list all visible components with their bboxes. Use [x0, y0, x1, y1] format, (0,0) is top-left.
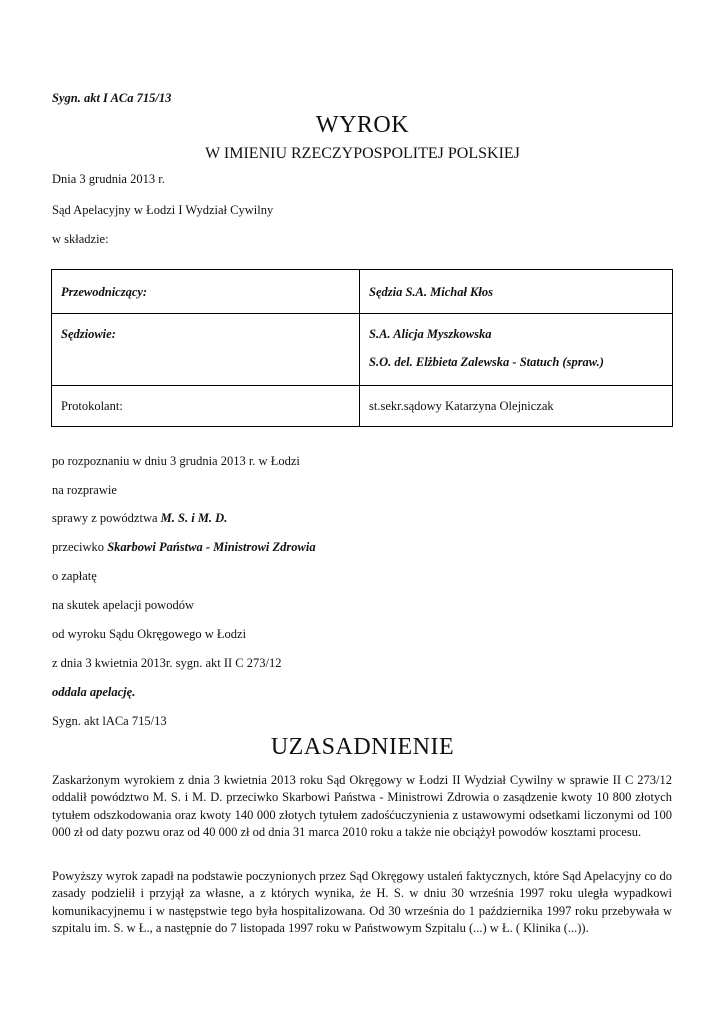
appeal-line: na skutek apelacji powodów	[52, 598, 194, 612]
document-title: WYROK	[315, 112, 410, 138]
considered-line: po rozpoznaniu w dniu 3 grudnia 2013 r. w Łodzi	[52, 454, 300, 468]
defendant-line	[52, 540, 316, 555]
clerk-label: Protokolant:	[61, 399, 123, 413]
plaintiffs-line	[52, 511, 227, 526]
table-divider	[52, 385, 672, 386]
judgment-date: Dnia 3 grudnia 2013 r.	[52, 172, 165, 186]
subject-line: o zapłatę	[52, 569, 97, 583]
case-number-2: Sygn. akt lACa 715/13	[52, 714, 167, 728]
judgment-date-line: z dnia 3 kwietnia 2013r. sygn. akt II C 273/12	[52, 656, 282, 670]
document-subtitle: W IMIENIU RZECZYPOSPOLITEJ POLSKIEJ	[205, 145, 520, 162]
defendant: Skarbowi Państwa - Ministrowi Zdrowia	[107, 540, 316, 554]
plaintiffs: M. S. i M. D.	[160, 511, 228, 525]
hearing-line: na rozprawie	[52, 483, 117, 497]
against-prefix: przeciwko	[52, 540, 108, 554]
case-prefix: sprawy z powództwa	[52, 511, 161, 525]
case-number: Sygn. akt I ACa 715/13	[52, 91, 172, 105]
judgment-from-line: od wyroku Sądu Okręgowego w Łodzi	[52, 627, 247, 641]
composition-label: w składzie:	[52, 232, 109, 246]
judges-label: Sędziowie:	[61, 327, 116, 341]
clerk-name: st.sekr.sądowy Katarzyna Olejniczak	[369, 399, 554, 413]
judge-1: S.A. Alicja Myszkowska	[369, 327, 492, 341]
justification-paragraph-1: Zaskarżonym wyrokiem z dnia 3 kwietnia 2013 roku Sąd Okręgowy w Łodzi II Wydział Cywilny w sprawie II C 273/12 oddalił powództwo M. S. i M. D. przeciwko Skarbowi Państwa - Ministrowi Zdrowia o zasądzenie kwoty 10 800 złotych tytułem odszkodowania oraz kwoty 140 000 złotych tytułem zadośćuczynienia z ustawowymi odsetkami liczonymi od 100 000 zł od daty pozwu oraz od 40 000 zł od dnia 31 marca 2010 roku a także nie obciążył powodów kosztami procesu.	[52, 773, 672, 839]
chair-name: Sędzia S.A. Michał Kłos	[369, 285, 493, 299]
court-name: Sąd Apelacyjny w Łodzi I Wydział Cywilny	[52, 203, 274, 217]
judge-2: S.O. del. Elżbieta Zalewska - Statuch (spraw.)	[369, 355, 604, 369]
panel-table	[51, 269, 673, 427]
chair-label: Przewodniczący:	[61, 285, 148, 299]
table-divider	[359, 270, 360, 426]
ruling: oddala apelację.	[52, 685, 136, 699]
justification-title: UZASADNIENIE	[270, 734, 455, 760]
justification-paragraph-2: Powyższy wyrok zapadł na podstawie poczynionych przez Sąd Okręgowy ustaleń faktycznych, które Sąd Apelacyjny co do zasady podzielił i przyjął za własne, a z których wynika, że H. S. w dniu 30 września 1997 roku uległa wypadkowi komunikacyjnemu i w następstwie tego była hospitalizowana. Od 30 września do 1 października 1997 roku przebywała w szpitalu im. S. w Ł., a następnie do 7 listopada 1997 roku w Państwowym Szpitalu (...) w Ł. ( Klinika (...)).	[52, 869, 672, 935]
table-divider	[52, 313, 672, 314]
